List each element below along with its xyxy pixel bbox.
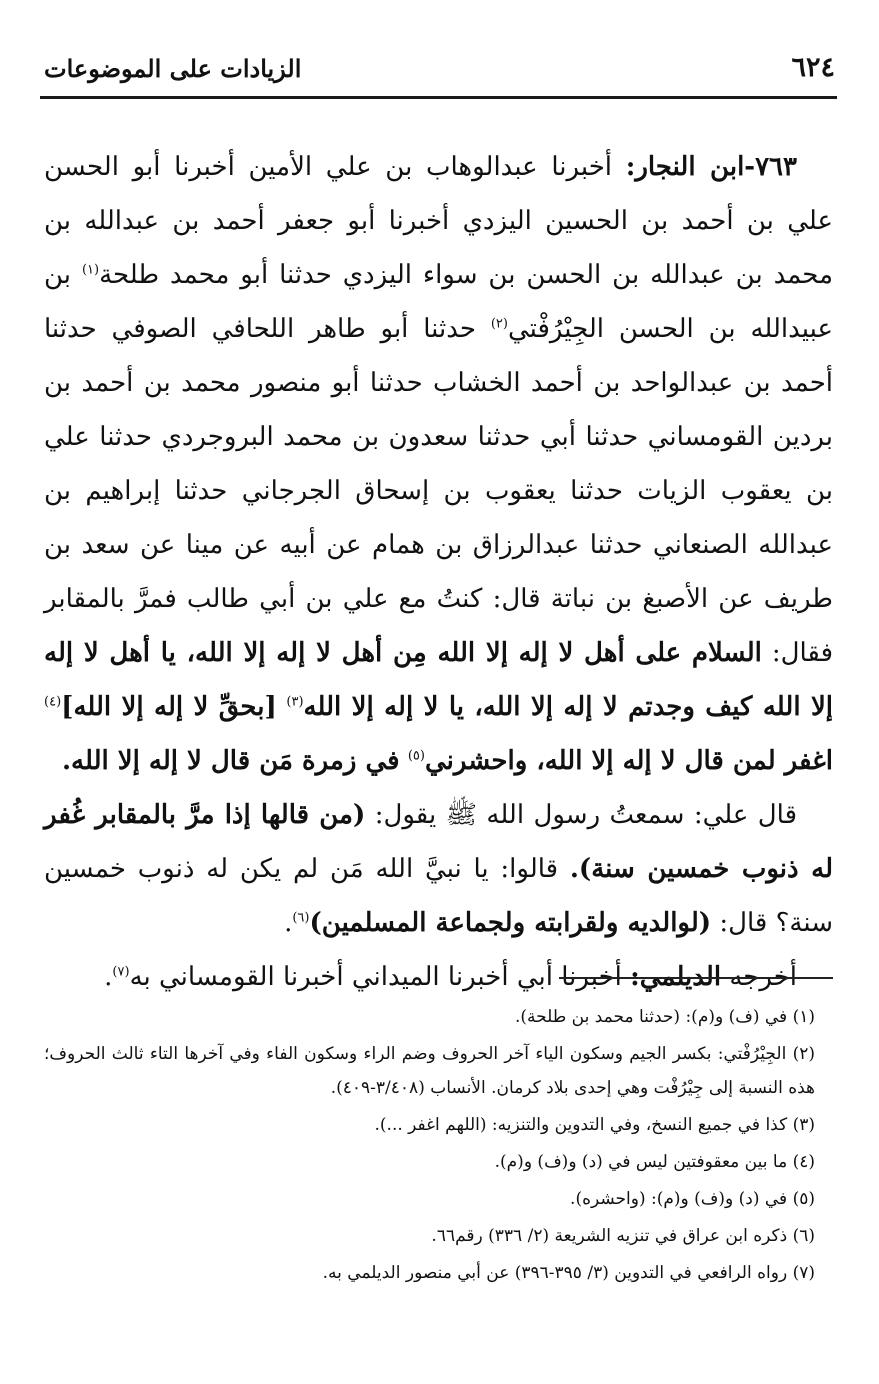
entry-number: ٧٦٣- [744,152,797,182]
footnote-1: (١) في (ف) و(م): (حدثنا محمد بن طلحة). [514,1007,815,1027]
entry-source: ابن النجار: [625,152,745,182]
footnote-ref-1[interactable]: (١) [81,262,100,278]
takhrij-lead: أخرجه [729,962,797,992]
footnote-4: (٤) ما بين معقوفتين ليس في (د) و(ف) و(م). [494,1152,815,1172]
footnote-ref-3[interactable]: (٣) [286,694,304,710]
takhrij-text: أخبرنا أبي أخبرنا الميداني أخبرنا القومساني به [129,962,622,992]
hadith-quote-1: (من قالها إذا مرَّ بالمقابر غُفر له ذنوب خمسين سنة). [44,800,833,884]
footnote-ref-6[interactable]: (٦) [292,910,310,926]
matn-part-1: السلام على أهل لا إله إلا الله مِن أهل لا إله إلا الله، يا أهل لا إله إلا الله كيف وجدتم لا إله إلا الله، يا لا إله إلا الله [44,638,833,722]
footnote-2: (٢) الجِيْرُفْتي: بكسر الجيم وسكون الياء آخر الحروف وضم الراء وسكون الفاء وفي آخرها التاء ثالث الحروف؛ هذه النسبة إلى جِيْرُفْت وهي إحدى بلاد كرمان. الأنساب (٣/٤٠٨-٤٠٩). [44,1044,815,1098]
footnote-ref-5[interactable]: (٥) [407,748,425,764]
matn-part-4: في زمرة مَن قال لا إله إلا الله. [61,746,400,776]
footnote-3: (٣) كذا في جميع النسخ، وفي التدوين والتنزيه: (اللهم اغفر ...). [374,1115,815,1135]
hadith-middle: قالوا: يا نبيَّ الله مَن لم يكن له ذنوب خمسين سنة؟ قال: [44,854,833,938]
main-text [44,140,833,1004]
isnad-part-2: بن عبيدالله بن الحسن الجِيْرُفْتي [44,260,834,344]
footnote-6: (٦) ذكره ابن عراق في تنزيه الشريعة (٢/ ٣٣٦) رقم٦٦. [431,1226,815,1246]
hadith-intro: قال علي: سمعتُ رسول الله ﷺ يقول: [374,800,798,830]
entry-paragraph [44,140,833,788]
page-number: ٦٢٤ [791,52,835,83]
running-title: الزيادات على الموضوعات [44,54,302,83]
takhrij-end: . [104,962,113,992]
footnote-divider [559,977,833,979]
hadith-paragraph [44,788,833,950]
hadith-quote-2: (لوالديه ولقرابته ولجماعة المسلمين) [309,908,712,938]
isnad-part-1: أخبرنا عبدالوهاب بن علي الأمين أخبرنا أبو الحسن علي بن أحمد بن الحسين اليزدي أخبرنا أبو جعفر أحمد بن عبدالله بن محمد بن عبدالله بن الحسن بن سواء اليزدي حدثنا أبو محمد طلحة [44,152,833,290]
footnote-ref-4[interactable]: (٤) [44,694,62,710]
footnote-ref-2[interactable]: (٢) [490,316,508,332]
takhrij-source: الديلمي: [630,962,722,992]
page-header [40,40,837,99]
footnote-5: (٥) في (د) و(ف) و(م): (واحشره). [570,1189,815,1209]
isnad-part-3: حدثنا أبو طاهر اللحافي الصوفي حدثنا أحمد بن عبدالواحد بن أحمد الخشاب حدثنا أبو منصور محمد بن أحمد بن بردين القومساني حدثنا أبي حدثنا سعدون بن محمد البروجردي حدثنا علي بن يعقوب الزيات حدثنا يعقوب بن إسحاق الجرجاني حدثنا إبراهيم بن عبدالله الصنعاني حدثنا عبدالرزاق بن همام عن أبيه عن مينا عن سعد بن طريف عن الأصبغ بن نباتة قال: كنتُ مع علي بن أبي طالب فمرَّ بالمقابر فقال: [44,314,833,668]
hadith-end: . [284,908,293,938]
footnotes [44,1000,833,1293]
matn-part-2: [بحقِّ لا إله إلا الله] [61,692,277,722]
matn-part-3: اغفر لمن قال لا إله إلا الله، واحشرني [424,746,833,776]
footnote-7: (٧) رواه الرافعي في التدوين (٣/ ٣٩٥-٣٩٦) عن أبي منصور الديلمي به. [322,1263,815,1283]
footnote-ref-7[interactable]: (٧) [112,964,130,980]
